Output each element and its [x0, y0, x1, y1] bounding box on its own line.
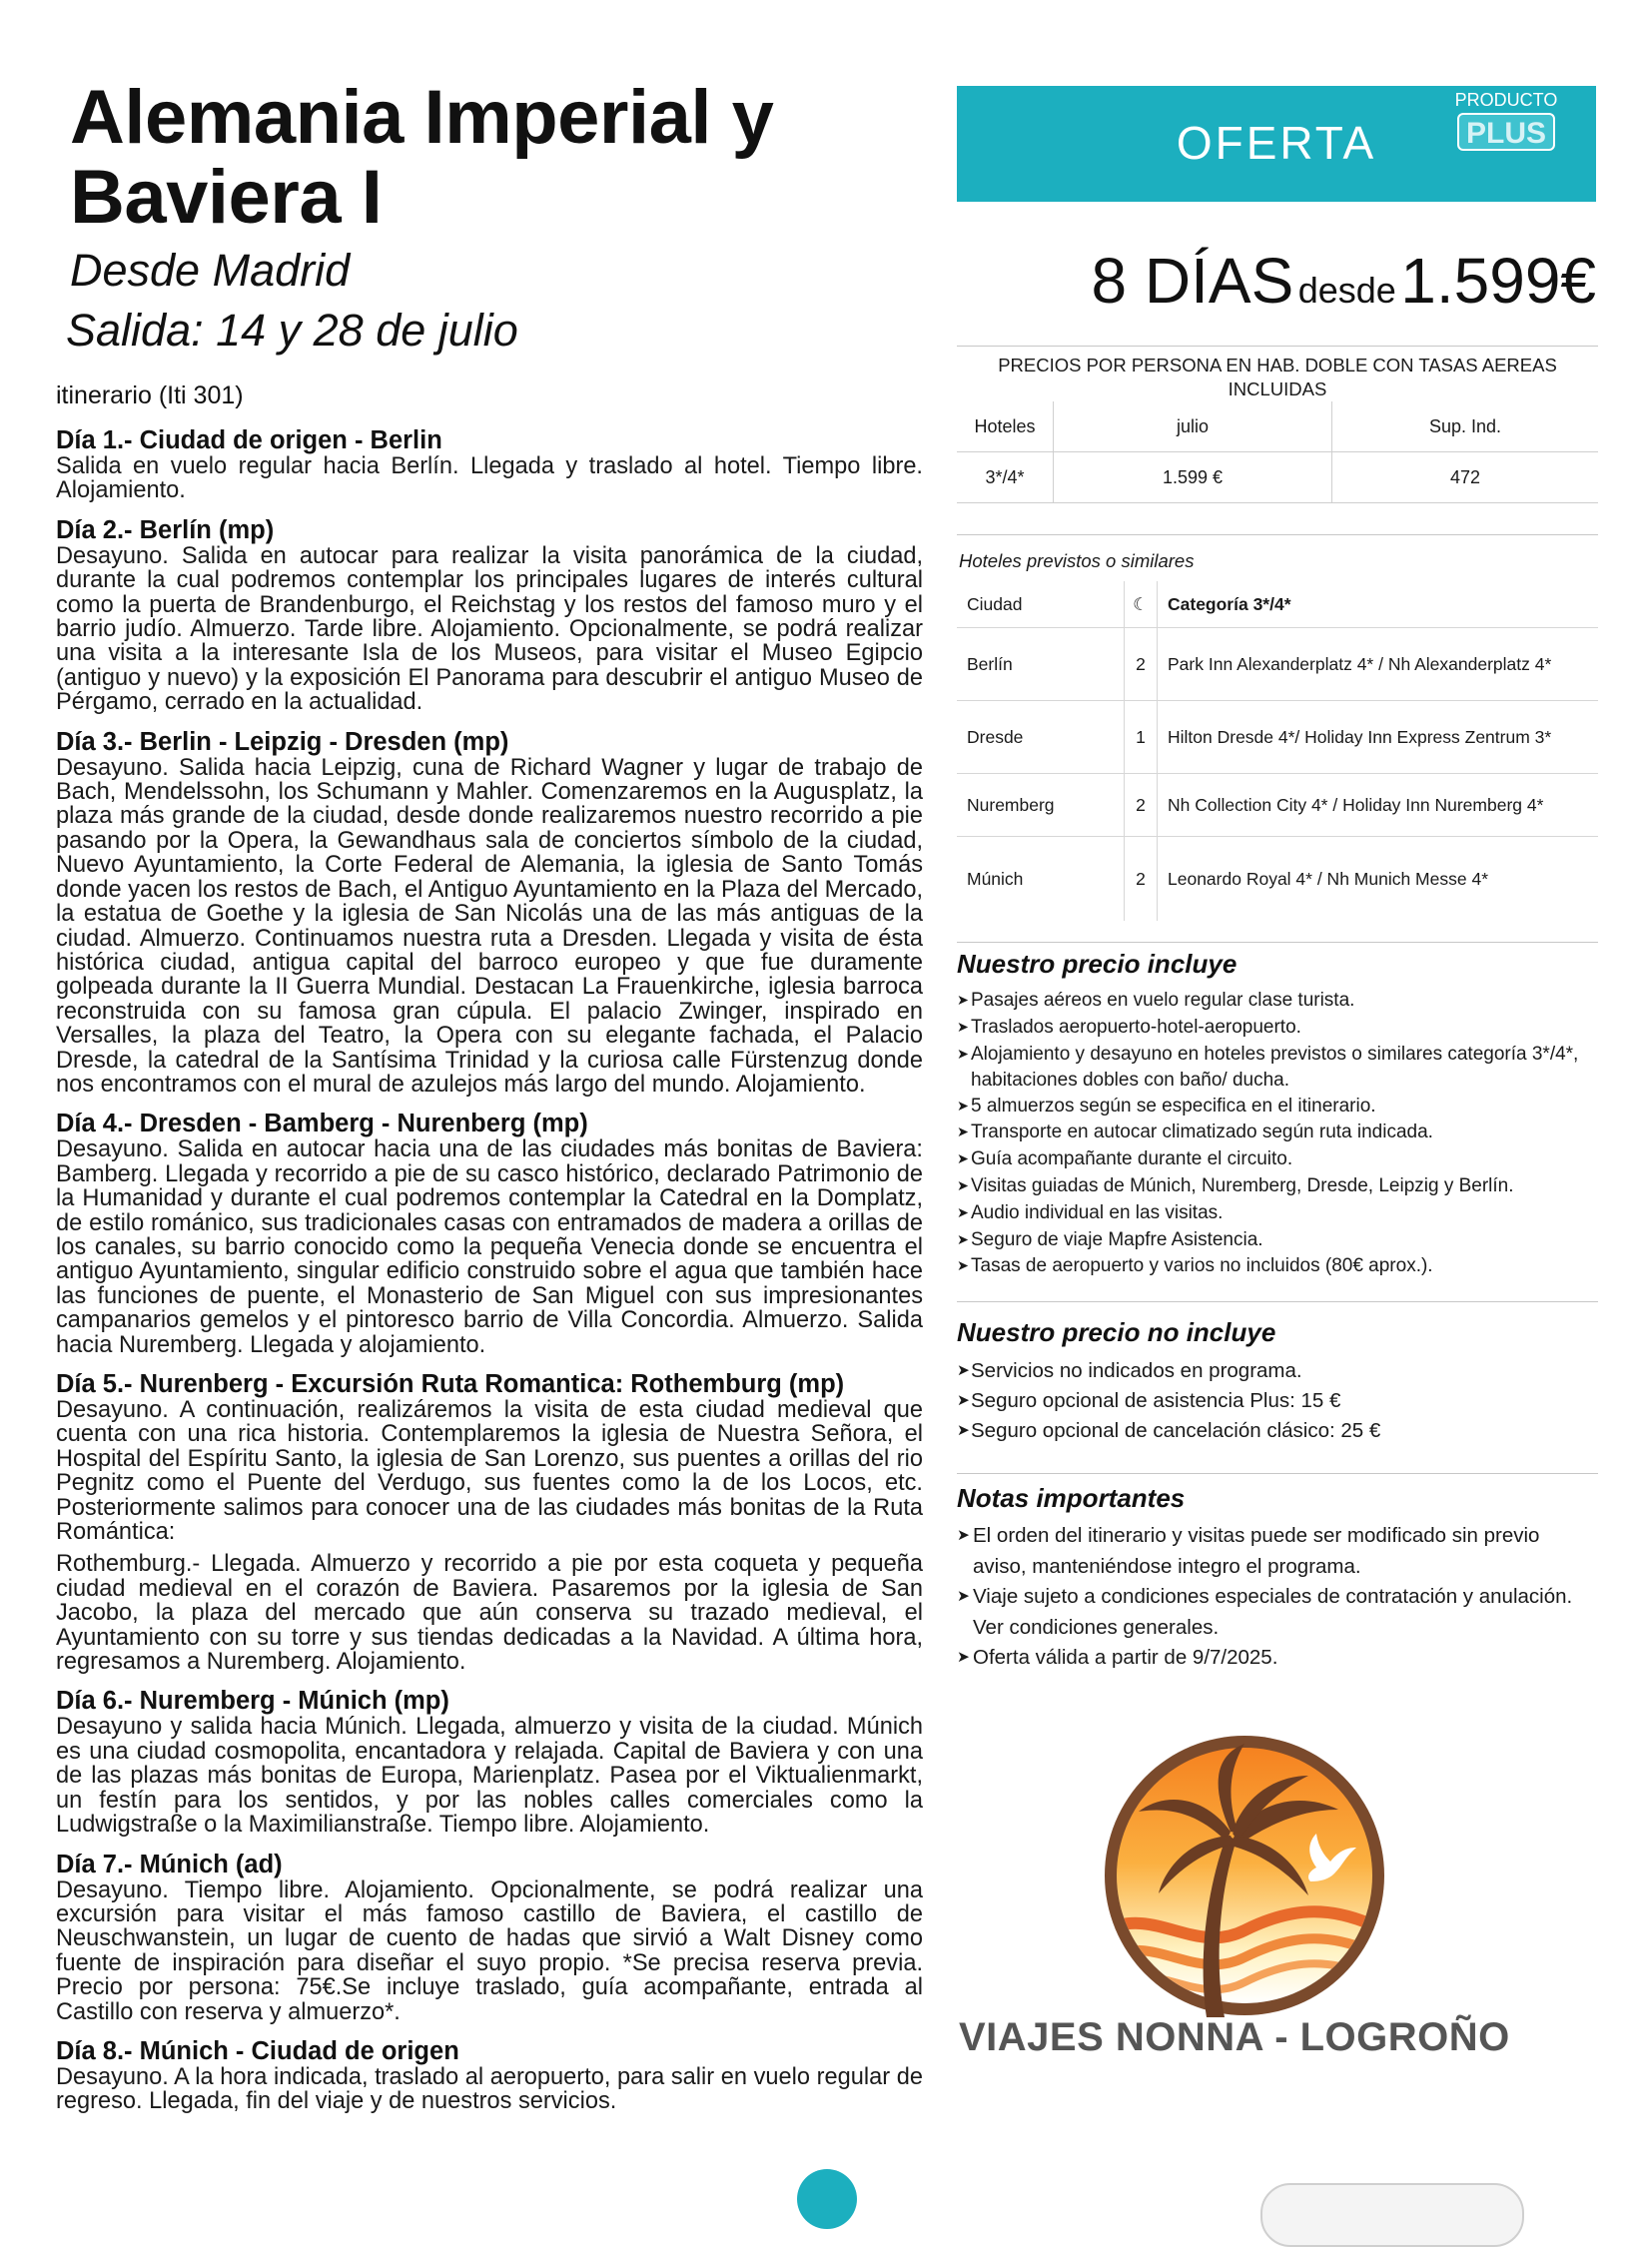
day-text: Desayuno. Salida hacia Leipzig, cuna de Richard Wagner y lugar de trabajo de Bach, Mendelssohn, los Schumann y Mahler. Comenzaremos en la Augusplatz, la plaza más grande de la ciudad, desde donde realizaremos nuestro recorrido a pie pasando por la Opera, la Gewandhaus sala de conciertos símbolo de la ciudad, Nuevo Ayuntamiento, la Corte Federal de Alemania, la iglesia de Santo Tomás donde yacen los restos de Bach, el Antiguo Ayuntamiento en la Plaza del Mercado, la estatua de Goethe y la iglesia de San Nicolás una de las más antiguas de la ciudad. Almuerzo. Continuamos nuestra ruta a Dresden. Llegada y visita de ésta histórica ciudad, antigua capital del barroco europeo y que fue duramente golpeada durante la II Guerra Mundial. Destacan La Frauenkirche, iglesia barroca reconstruida con su famosa gran cúpula. El palacio Zwinger, inspirado en Versalles, la plaza del Teatro, la Opera con su elegante fachada, el Palacio Dresde, la catedral de la Santísima Trinidad y la curiosa calle Fürstenzug donde nos encontramos con el mural de azulejos más largo del mundo. Alojamiento. — [56, 754, 923, 1098]
table-cell: 3*/4* — [957, 452, 1054, 503]
hotel-table — [957, 581, 1598, 921]
day-text: Salida en vuelo regular hacia Berlín. Llegada y traslado al hotel. Tiempo libre. Alojamiento. — [56, 453, 923, 504]
day-text: Desayuno. Salida en autocar para realizar la visita panorámica de la ciudad, durante la cual podremos contemplar los principales lugares de interés cultural como la puerta de Brandenburgo, el Reichstag y los restos del famoso muro y el barrio judío. Almuerzo. Tarde libre. Alojamiento. Opcionalmente, se podrá realizar una visita a la interesante Isla de los Museos, para visitar el Museo Egipcio (antiguo y nuevo) y la exposición El Panorama para descubrir el antiguo Museo de Pérgamo, cerrado en la actualidad. — [56, 542, 923, 716]
itinerary-day-3 — [56, 729, 923, 1098]
day-text: Desayuno. Tiempo libre. Alojamiento. Opcionalmente, se podrá realizar una excursión para visitar el más famoso castillo de Baviera, el castillo de Neuschwanstein, un lugar de cuento de hadas que sirvió a Walt Disney como fuente de inspiración para diseñar el suyo propio. *Se precisa reserva previa. Precio por persona: 75€.Se incluye traslado, guía acompañante, entrada al Castillo con reserva y almuerzo*. — [56, 1876, 923, 2025]
divider — [957, 346, 1598, 347]
itinerary-day-1 — [56, 427, 923, 503]
table-header: Sup. Ind. — [1332, 401, 1599, 452]
table-row — [957, 774, 1598, 837]
list-item: ➤ Servicios no indicados en programa. — [957, 1356, 1596, 1386]
trip-price: 1.599€ — [1400, 245, 1596, 317]
itinerary-day-6 — [56, 1688, 923, 1837]
table-row — [957, 628, 1598, 701]
badge-plus-label: PLUS — [1457, 113, 1555, 151]
not-included-list — [957, 1356, 1596, 1446]
list-item: ➤ Viaje sujeto a condiciones especiales de contratación y anulación. Ver condiciones generales. — [957, 1582, 1588, 1643]
badge-top-label: PRODUCTO — [1454, 90, 1558, 110]
table-row — [957, 452, 1598, 503]
offer-label: OFERTA — [1176, 117, 1377, 169]
day-title: Día 1.- Ciudad de origen - Berlin — [56, 426, 442, 454]
day-title: Día 7.- Múnich (ad) — [56, 1850, 283, 1878]
day-title: Día 8.- Múnich - Ciudad de origen — [56, 2036, 459, 2065]
hotel-nights: 2 — [1125, 837, 1158, 922]
day-title: Día 2.- Berlín (mp) — [56, 515, 275, 544]
hotel-nights: 1 — [1125, 701, 1158, 774]
departure-dates: Salida: 14 y 28 de julio — [66, 305, 518, 356]
divider — [957, 534, 1598, 535]
day-text: Desayuno. A continuación, realizáremos la visita de esta ciudad medieval que cuenta con una rica historia. Contemplaremos la iglesia de Nuestra Señora, el Hospital del Espíritu Santo, la iglesia de San Lorenzo, sus puentes a orillas del rio Pegnitz como el Puente del Verdugo, sus fuentes como la de los Locos, etc. Posteriormente salimos para conocer una de las ciudades más bonitas de la Ruta Romántica: — [56, 1397, 923, 1546]
page-title: Alemania Imperial y Baviera I — [70, 75, 774, 240]
hotels-caption: Hoteles previstos o similares — [959, 550, 1195, 571]
not-included-title: Nuestro precio no incluye — [957, 1317, 1276, 1347]
day-title: Día 6.- Nuremberg - Múnich (mp) — [56, 1687, 449, 1716]
day-text: Desayuno y salida hacia Múnich. Llegada, almuerzo y visita de la ciudad. Múnich es una ciudad cosmopolita, encantadora y relajada. Capital de Baviera y con una de las plazas más bonitas de Europa, Marienplatz. Pasea por el Viktualienmarkt, un festín para los sentidos, y por las nobles calles comerciales como la Ludwigstraße o la Maximilianstraße. Tiempo libre. Alojamiento. — [56, 1714, 923, 1839]
nights-moon-icon: ☾ — [1125, 581, 1158, 628]
day-title: Día 5.- Nurenberg - Excursión Ruta Romantica: Rothemburg (mp) — [56, 1370, 845, 1398]
table-cell: 472 — [1332, 452, 1599, 503]
day-text: Desayuno. Salida en autocar hacia una de las ciudades más bonitas de Baviera: Bamberg. Llegada y recorrido a pie de su casco histórico, declarado Patrimonio de la Humanidad y durante el cual podremos contemplar la Catedral en la Domplatz, de estilo románico, sus tradicionales casas con entramados de madera a orillas de los canales, su barrio conocido como la pequeña Venecia donde se encuentra el antiguo Ayuntamiento, singular edificio construido sobre el agua que también hace las funciones de puente, el Monasterio de San Miguel con sus impresionantes campanarios gemelos y el pintoresco barrio de Villa Concordia. Almuerzo. Salida hacia Nuremberg. Llegada y alojamiento. — [56, 1136, 923, 1358]
list-item: ➤ Guía acompañante durante el circuito. — [957, 1146, 1596, 1173]
table-header-row — [957, 581, 1598, 628]
list-item: ➤ Seguro de viaje Mapfre Asistencia. — [957, 1227, 1596, 1254]
table-header: Hoteles — [957, 401, 1054, 452]
includes-list — [957, 988, 1596, 1280]
prices-caption: PRECIOS POR PERSONA EN HAB. DOBLE CON TASAS AEREAS INCLUIDAS — [998, 355, 1557, 399]
hotel-city: Dresde — [957, 701, 1125, 774]
table-cell: 1.599 € — [1054, 452, 1332, 503]
itinerary-day-5 — [56, 1371, 923, 1674]
hotel-names: Leonardo Royal 4* / Nh Munich Messe 4* — [1168, 868, 1489, 889]
decorative-tab — [1260, 2183, 1524, 2247]
list-item: ➤ Transporte en autocar climatizado según ruta indicada. — [957, 1120, 1596, 1146]
itinerary-day-4 — [56, 1111, 923, 1357]
desde-label: desde — [1297, 270, 1396, 311]
table-header: Categoría 3*/4* — [1158, 581, 1599, 628]
day-title: Día 3.- Berlin - Leipzig - Dresden (mp) — [56, 727, 509, 756]
list-item: ➤ Seguro opcional de cancelación clásico: 25 € — [957, 1416, 1596, 1446]
hotel-names: Nh Collection City 4* / Holiday Inn Nuremberg 4* — [1158, 774, 1599, 837]
hotel-names: Park Inn Alexanderplatz 4* / Nh Alexanderplatz 4* — [1158, 628, 1599, 701]
table-header-row — [957, 401, 1598, 452]
includes-title: Nuestro precio incluye — [957, 949, 1238, 979]
producto-plus-badge — [1450, 90, 1562, 151]
day-text: Desayuno. A la hora indicada, traslado al aeropuerto, para salir en vuelo regular de regreso. Llegada, fin del viaje y de nuestros servicios. — [56, 2063, 923, 2115]
hotel-nights: 2 — [1125, 628, 1158, 701]
decorative-dot — [797, 2169, 857, 2229]
table-row — [957, 837, 1598, 922]
table-header: Ciudad — [957, 581, 1125, 628]
hotel-city: Berlín — [957, 628, 1125, 701]
day-title: Día 4.- Dresden - Bamberg - Nurenberg (mp) — [56, 1110, 588, 1138]
list-item: ➤ Oferta válida a partir de 9/7/2025. — [957, 1643, 1588, 1674]
itinerary-label: itinerario (Iti 301) — [56, 381, 244, 409]
hotel-names: Hilton Dresde 4*/ Holiday Inn Express Zentrum 3* — [1158, 701, 1599, 774]
list-item: ➤ Tasas de aeropuerto y varios no incluidos (80€ aprox.). — [957, 1253, 1596, 1280]
itinerary-day-2 — [56, 517, 923, 715]
day-text: Rothemburg.- Llegada. Almuerzo y recorrido a pie por esta coqueta y pequeña ciudad medieval en el corazón de Baviera. Pasaremos por la iglesia de San Jacobo, la plaza del mercado que aún conserva su trazado medieval, el Ayuntamiento con su torre y sus tiendas dedicadas a la Navidad. A última hora, regresamos a Nuremberg. Alojamiento. — [56, 1551, 923, 1676]
list-item: ➤ Seguro opcional de asistencia Plus: 15 € — [957, 1386, 1596, 1416]
price-table — [957, 401, 1598, 503]
hotel-city: Múnich — [967, 868, 1024, 889]
notes-title: Notas importantes — [957, 1483, 1186, 1513]
hotel-city: Nuremberg — [957, 774, 1125, 837]
table-row — [957, 701, 1598, 774]
list-item: ➤ Traslados aeropuerto-hotel-aeropuerto. — [957, 1015, 1596, 1042]
list-item: ➤ Alojamiento y desayuno en hoteles previstos o similares categoría 3*/4*, habitaciones dobles con baño/ ducha. — [957, 1042, 1596, 1094]
notes-list — [957, 1521, 1588, 1674]
trip-duration: 8 DÍAS — [1091, 245, 1294, 317]
divider — [957, 1301, 1598, 1302]
divider — [957, 942, 1598, 943]
table-header: julio — [1054, 401, 1332, 452]
list-item: ➤ El orden del itinerario y visitas puede ser modificado sin previo aviso, manteniéndose integro el programa. — [957, 1521, 1588, 1582]
hotel-nights: 2 — [1125, 774, 1158, 837]
list-item: ➤ Audio individual en las visitas. — [957, 1200, 1596, 1227]
itinerary-day-7 — [56, 1852, 923, 2024]
offer-banner — [957, 86, 1596, 202]
list-item: ➤ Visitas guiadas de Múnich, Nuremberg, Dresde, Leipzig y Berlín. — [957, 1173, 1596, 1200]
departure-city: Desde Madrid — [70, 245, 351, 296]
list-item: ➤ 5 almuerzos según se especifica en el itinerario. — [957, 1094, 1596, 1121]
palm-tree-dove-logo — [1095, 1726, 1394, 2025]
headline-price — [957, 244, 1596, 318]
list-item: ➤ Pasajes aéreos en vuelo regular clase turista. — [957, 988, 1596, 1015]
divider — [957, 1473, 1598, 1474]
itinerary-day-8 — [56, 2038, 923, 2114]
agency-name: VIAJES NONNA - LOGROÑO — [959, 2015, 1510, 2059]
itinerary — [56, 427, 923, 2128]
